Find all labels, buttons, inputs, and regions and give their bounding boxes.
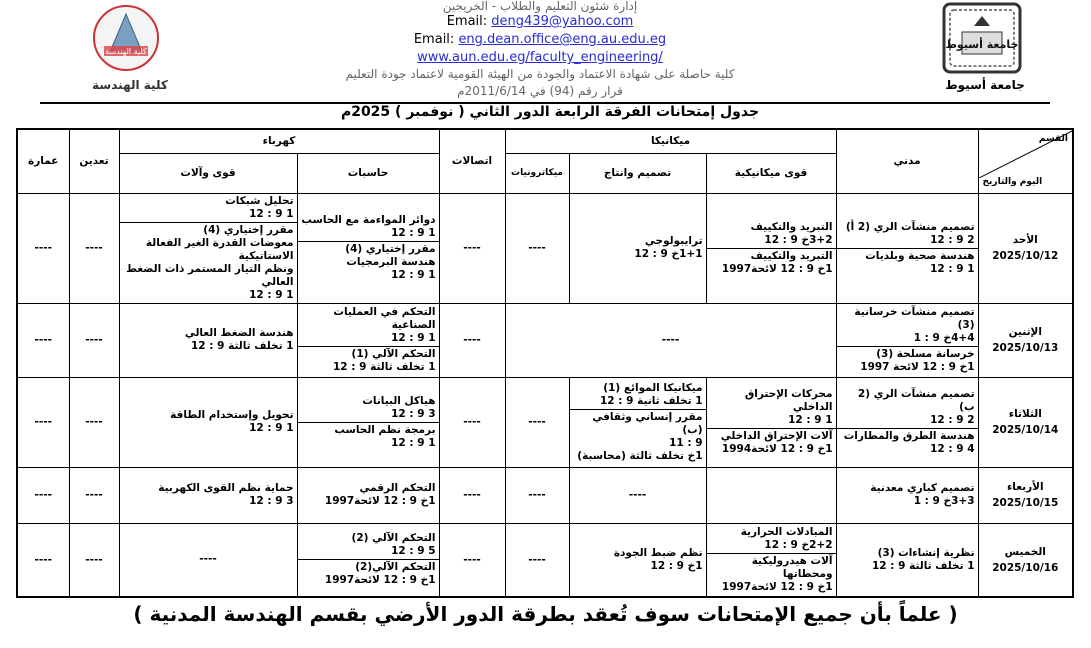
power-cell <box>119 377 297 467</box>
computers-cell <box>297 377 439 467</box>
exam-entry <box>837 428 978 456</box>
exam-detail: 1خ 9 : 12 لائحة1997 <box>721 262 833 275</box>
exam-subject: التحكم في العمليات الصناعية <box>333 306 436 331</box>
corner-top-label: القسم <box>1038 134 1069 144</box>
civil-cell <box>836 377 978 467</box>
mining-cell: ---- <box>69 377 119 467</box>
day-cell <box>978 523 1073 597</box>
communications-cell: ---- <box>439 523 505 597</box>
day-cell <box>978 193 1073 303</box>
exam-entry <box>298 422 439 450</box>
exam-subject: ---- <box>628 488 647 501</box>
exam-entry <box>301 482 436 508</box>
exam-entry <box>573 235 703 261</box>
exam-detail: 4 9 : 12 <box>930 443 975 455</box>
exam-detail: 3 9 : 12 <box>249 495 294 507</box>
exam-subject: هياكل البيانات <box>362 394 436 407</box>
exam-detail: 3+3خ 9 : 1 <box>913 495 975 507</box>
exam-subject: المبادلات الحرارية <box>740 525 833 538</box>
exam-subject: برمجة نظم الحاسب <box>334 423 436 436</box>
day-date: 2025/10/15 <box>992 497 1059 509</box>
exam-subject: التحكم الآلي(2) <box>355 561 436 574</box>
exam-detail: ونظم التيار المستمر ذات الضغط العالي <box>126 262 294 288</box>
decree-line: قرار رقم (94) في 2011/6/14م <box>457 84 623 98</box>
email2-label: Email: <box>413 32 455 47</box>
communications-cell: ---- <box>439 193 505 303</box>
day-date: 2025/10/16 <box>992 561 1059 574</box>
website-link[interactable]: www.aun.edu.eg/faculty_engineering/ <box>417 50 663 65</box>
exam-subject: تحليل شبكات <box>225 194 294 207</box>
day-name: الأربعاء <box>1006 481 1044 493</box>
mining-cell: ---- <box>69 193 119 303</box>
exam-detail: 5 9 : 12 <box>391 545 436 558</box>
day-cell <box>978 303 1073 377</box>
exam-entry <box>123 482 294 508</box>
email2-line <box>300 32 780 48</box>
exam-detail: 1خ 9 : 12 لائحة1997 <box>324 574 436 587</box>
exam-entry <box>707 428 836 456</box>
mechatronics-cell: ---- <box>505 377 569 467</box>
exam-subject: التبريد والتكييف <box>750 249 833 262</box>
exam-subject: هندسة صحية وبلديات <box>865 249 975 262</box>
exam-detail: 1 تخلف ثالثة 9 : 12 <box>191 340 294 352</box>
exam-detail: 1 9 : 12 <box>788 414 833 426</box>
exam-subject: خرسانة مسلحة (3) <box>876 348 975 360</box>
exam-subject: آلات هيدروليكية ومحطاتها <box>751 554 833 580</box>
schedule-row <box>17 467 1073 523</box>
mech-power-cell <box>706 377 836 467</box>
exam-entry <box>710 221 833 247</box>
exam-detail: 3+2خ 9 : 12 <box>764 233 833 246</box>
power-cell <box>119 523 297 597</box>
exam-detail: 1 تخلف ثانية 9 : 12 <box>600 394 703 407</box>
exam-subject: دوائر المواءمة مع الحاسب <box>301 214 436 226</box>
email2-link[interactable]: eng.dean.office@eng.au.edu.eg <box>458 32 667 47</box>
exam-entry <box>573 382 703 408</box>
exam-subject: آلات الإحتراق الداخلي <box>720 430 833 442</box>
computers-cell <box>297 467 439 523</box>
schedule-row <box>17 193 1073 303</box>
exam-entry <box>301 306 436 345</box>
exam-entry <box>298 241 439 282</box>
col-mechatronics: ميكاترونيات <box>505 153 569 193</box>
col-architecture: عمارة <box>17 129 69 193</box>
exam-subject: التحكم الآلي (2) <box>351 532 436 545</box>
faculty-name: كلية الهندسة <box>92 78 168 92</box>
exam-subject: تصميم منشآت خرسانية (3) <box>854 306 975 331</box>
mechatronics-cell: ---- <box>505 467 569 523</box>
exam-entry <box>837 248 978 276</box>
col-electrical: كهرباء <box>119 129 439 153</box>
exam-detail: 1 9 : 12 <box>249 288 294 301</box>
architecture-cell: ---- <box>17 377 69 467</box>
day-name: الثلاثاء <box>1008 408 1042 420</box>
letterhead <box>0 0 1091 105</box>
mech-design-cell <box>569 523 706 597</box>
exam-subject: التبريد والتكييف <box>750 220 833 233</box>
university-logo <box>938 2 1026 74</box>
exam-detail: 1 9 : 12 <box>391 332 436 344</box>
power-cell <box>119 193 297 303</box>
exam-detail: 1 9 : 12 <box>249 207 294 220</box>
footer-note: ( علماً بأن جميع الإمتحانات سوف تُعقد بطرقة الدور الأرضي بقسم الهندسة المدنية ) <box>133 602 958 626</box>
department-line: إدارة شئون التعليم والطلاب - الخريجين <box>442 0 638 13</box>
power-cell <box>119 467 297 523</box>
exam-detail: 1 تخلف ثالثة 9 : 12 <box>333 361 436 373</box>
exam-entry <box>573 547 703 573</box>
exam-subject: محركات الإحتراق الداخلي <box>744 388 833 413</box>
architecture-cell: ---- <box>17 303 69 377</box>
computers-cell <box>297 523 439 597</box>
exam-detail: 9 : 11 <box>669 436 703 449</box>
exam-subject: ميكانيكا الموائع (1) <box>603 381 703 394</box>
exam-entry <box>301 532 436 558</box>
day-date: 2025/10/12 <box>992 250 1059 262</box>
exam-subject: ترايبولوجي <box>644 235 703 247</box>
exam-entry <box>120 222 297 302</box>
exam-subject: مقرر إختياري (4) <box>203 223 294 236</box>
exam-detail: 2 9 : 12 <box>930 233 975 246</box>
exam-detail: معوضات القدرة الغير الفعالة الاستاتيكية <box>145 236 294 262</box>
exam-subject: تحويل وإستخدام الطاقة <box>170 409 294 421</box>
exam-entry <box>301 214 436 240</box>
exam-subject: نظرية إنشاءات (3) <box>877 546 975 559</box>
day-cell <box>978 467 1073 523</box>
mech-power-cell <box>706 193 836 303</box>
university-logo-text: جامعة أسيوط <box>945 38 1019 51</box>
email1-label: Email: <box>446 14 488 29</box>
day-date: 2025/10/14 <box>992 424 1059 436</box>
col-mining: تعدين <box>69 129 119 193</box>
day-name: الخميس <box>1004 545 1046 558</box>
exam-detail: 1خ 9 : 12 لائحة 1997 <box>860 361 975 373</box>
exam-entry <box>298 346 439 374</box>
mech-design-cell <box>569 377 706 467</box>
day-name: الأحد <box>1012 234 1038 246</box>
corner-header <box>978 129 1073 193</box>
exam-detail: 1خ تخلف ثالثة (محاسبة) <box>577 449 703 462</box>
mining-cell: ---- <box>69 303 119 377</box>
exam-detail: هندسة البرمجيات <box>346 256 436 268</box>
exam-entry <box>710 526 833 552</box>
col-communications: اتصالات <box>439 129 505 193</box>
civil-cell <box>836 303 978 377</box>
exam-detail: 1+1خ 9 : 12 <box>634 248 703 260</box>
exam-entry <box>840 306 975 345</box>
exam-subject: مقرر إختياري (4) <box>345 243 436 255</box>
civil-cell <box>836 523 978 597</box>
communications-cell: ---- <box>439 377 505 467</box>
day-name: الإثنين <box>1008 326 1042 338</box>
exam-subject: التحكم الآلي (1) <box>351 348 436 360</box>
mining-cell: ---- <box>69 467 119 523</box>
exam-entry <box>840 482 975 508</box>
communications-cell: ---- <box>439 467 505 523</box>
exam-entry <box>573 489 703 502</box>
exam-entry <box>123 195 294 221</box>
exam-subject: ---- <box>199 553 217 566</box>
exam-subject: تصميم منشآت الري (2 أ) <box>845 220 975 233</box>
exam-entry <box>840 388 975 427</box>
exam-entry <box>301 395 436 421</box>
exam-detail: 3 9 : 12 <box>391 407 436 420</box>
civil-cell <box>836 193 978 303</box>
exam-entry <box>710 388 833 427</box>
exam-subject: نظم ضبط الجودة <box>613 546 703 559</box>
exam-entry <box>123 327 294 353</box>
exam-subject: هندسة الضغط العالي <box>184 327 294 339</box>
exam-entry <box>707 553 836 594</box>
exam-detail: 1خ 9 : 12 لائحة1994 <box>721 443 833 455</box>
col-mech-power: قوى ميكانيكية <box>706 153 836 193</box>
exam-entry <box>123 409 294 435</box>
exam-detail: 1خ 9 : 12 لائحة1997 <box>721 580 833 593</box>
exam-detail: 2+2خ 9 : 12 <box>764 538 833 551</box>
exam-detail: 1خ 9 : 12 لائحة1997 <box>324 495 436 507</box>
exam-detail: 1 9 : 12 <box>249 422 294 434</box>
corner-bottom-label: اليوم والتاريخ <box>982 176 1043 187</box>
computers-cell <box>297 193 439 303</box>
col-mech-design: تصميم وانتاج <box>569 153 706 193</box>
col-mechanical: ميكانيكا <box>505 129 836 153</box>
exam-entry <box>570 409 706 463</box>
mech-design-cell <box>569 193 706 303</box>
faculty-logo-text: كلية الهندسة <box>105 47 147 56</box>
exam-subject: حماية نظم القوى الكهربية <box>158 482 294 494</box>
schedule-row <box>17 523 1073 597</box>
communications-cell: ---- <box>439 303 505 377</box>
exam-detail: 4+4خ 9 : 1 <box>913 332 975 344</box>
mech-design-cell <box>569 467 706 523</box>
exam-subject: تصميم كباري معدنية <box>870 482 975 494</box>
mechatronics-cell: ---- <box>505 523 569 597</box>
website-line <box>300 50 780 66</box>
exam-detail: 1 9 : 12 <box>930 262 975 275</box>
exam-entry <box>840 547 975 573</box>
architecture-cell: ---- <box>17 467 69 523</box>
mech-power-cell <box>706 467 836 523</box>
exam-detail: 2 9 : 12 <box>930 414 975 426</box>
exam-subject: التحكم الرقمي <box>359 482 436 494</box>
day-cell <box>978 377 1073 467</box>
day-date: 2025/10/13 <box>992 342 1059 354</box>
col-civil: مدني <box>836 129 978 193</box>
mech-power-cell <box>706 523 836 597</box>
mining-cell: ---- <box>69 523 119 597</box>
computers-cell <box>297 303 439 377</box>
civil-cell <box>836 467 978 523</box>
exam-detail: 1خ 9 : 12 <box>650 559 703 572</box>
schedule-row <box>17 377 1073 467</box>
architecture-cell: ---- <box>17 523 69 597</box>
col-computers: حاسبات <box>297 153 439 193</box>
schedule-row <box>17 303 1073 377</box>
exam-detail: 1 9 : 12 <box>391 269 436 281</box>
power-cell <box>119 303 297 377</box>
mechanical-merged-cell: ---- <box>505 303 836 377</box>
exam-subject: تصميم منشآت الري (2 ب) <box>857 388 975 413</box>
exam-subject: مقرر إنساني وثقافي (ب) <box>592 410 703 436</box>
exam-entry <box>840 221 975 247</box>
faculty-logo <box>80 2 172 74</box>
exam-detail: 1 تخلف ثالثة 9 : 12 <box>872 559 975 572</box>
email1-link[interactable]: deng439@yahoo.com <box>491 14 634 29</box>
exam-detail: 1 9 : 12 <box>391 227 436 239</box>
university-name: جامعة أسيوط <box>945 78 1025 92</box>
exam-detail: 1 9 : 12 <box>391 436 436 449</box>
exam-entry <box>123 553 294 566</box>
exam-subject: هندسة الطرق والمطارات <box>843 430 975 442</box>
exam-entry <box>707 248 836 276</box>
architecture-cell: ---- <box>17 193 69 303</box>
exam-entry <box>298 559 439 587</box>
accreditation-line: كلية حاصلة على شهادة الاعتماد والجودة من الهيئة القومية لاعتماد جودة التعليم <box>345 67 735 81</box>
exam-schedule-table <box>16 128 1074 598</box>
mechatronics-cell: ---- <box>505 193 569 303</box>
email1-line <box>300 14 780 30</box>
col-power: قوى وآلات <box>119 153 297 193</box>
exam-entry <box>837 346 978 374</box>
schedule-title: جدول إمتحانات الفرقة الرابعة الدور الثاني ( نوفمبر ) 2025م <box>340 104 760 120</box>
